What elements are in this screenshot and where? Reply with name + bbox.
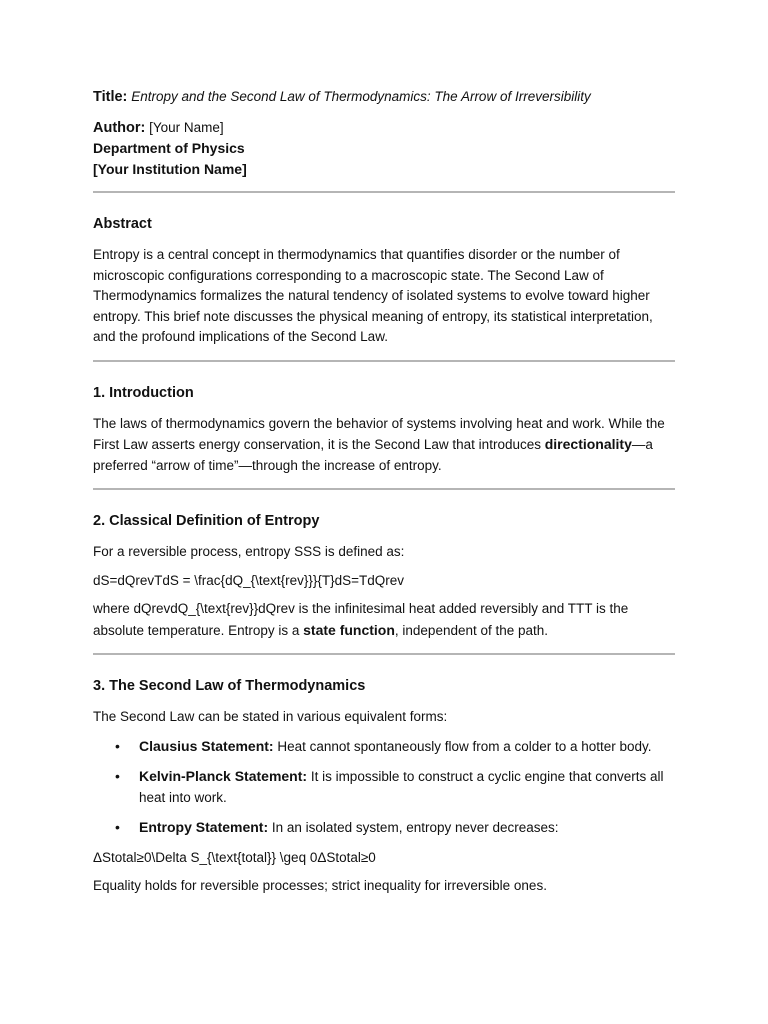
divider [93, 191, 675, 193]
statement-text: In an isolated system, entropy never decreases: [268, 820, 559, 835]
entropy-inequality-formula: ΔStotal≥0\Delta S_{\text{total}} \geq 0ΔStotal≥0 [93, 849, 376, 865]
title-label: Title: [93, 89, 128, 105]
divider [93, 360, 675, 362]
abstract-text: Entropy is a central concept in thermodynamics that quantifies disorder or the number of microscopic configurations corresponding to a macroscopic state. The Second Law of Thermodynamics formalizes the natural tendency of isolated systems to evolve toward higher entropy. This brief note discusses the physical meaning of entropy, its statistical interpretation, and the profound implications of the Second Law. [93, 247, 653, 344]
author-name: [Your Name] [149, 119, 224, 135]
divider [93, 488, 675, 490]
author-label: Author: [93, 119, 146, 136]
statement-text: Heat cannot spontaneously flow from a colder to a hotter body. [273, 738, 652, 754]
introduction-heading: 1. Introduction [93, 384, 194, 401]
second-law-heading: 3. The Second Law of Thermodynamics [93, 678, 366, 694]
intro-text-end: —a preferred “arrow of time”—through the increase of entropy. [93, 437, 653, 473]
bullet-icon: • [115, 737, 120, 754]
list-item [115, 817, 675, 839]
classical-heading: 2. Classical Definition of Entropy [93, 513, 320, 529]
statement-label: Kelvin-Planck Statement: [139, 768, 308, 784]
introduction-text [93, 414, 675, 477]
statement-label: Entropy Statement: [139, 819, 269, 835]
author-line [93, 118, 675, 139]
intro-text-start: The laws of thermodynamics govern the behavior of systems involving heat and work. While the First Law asserts energy conservation, it is the Second Law that introduces [93, 415, 665, 452]
department: Department of Physics [93, 140, 245, 156]
bullet-icon: • [115, 768, 120, 784]
entropy-formula: dS=dQrevTdS = \frac{dQ_{\text{rev}}}{T}dS=TdQrev [93, 572, 405, 588]
bullet-icon: • [115, 819, 120, 835]
list-item [115, 766, 675, 808]
list-item [115, 736, 675, 758]
classical-explanation [93, 599, 675, 641]
classical-bold-term: state function [303, 621, 395, 638]
second-law-closing: Equality holds for reversible processes; strict inequality for irreversible ones. [93, 878, 547, 893]
classical-text-end: , independent of the path. [394, 622, 549, 638]
statement-label: Clausius Statement: [139, 737, 274, 754]
document-body [93, 86, 675, 897]
title-line [93, 86, 675, 108]
abstract-heading: Abstract [93, 216, 152, 232]
statements-list [93, 736, 675, 839]
divider [93, 653, 675, 655]
classical-intro: For a reversible process, entropy SSS is defined as: [93, 544, 405, 559]
statement-text: It is impossible to construct a cyclic engine that converts all heat into work. [139, 769, 664, 805]
intro-bold-term: directionality [544, 436, 632, 452]
classical-text-start: where dQrevdQ_{\text{rev}}dQrev is the infinitesimal heat added reversibly and TTT is the absolute temperature. Entropy is a [93, 601, 629, 638]
second-law-intro: The Second Law can be stated in various equivalent forms: [93, 709, 448, 724]
document-title: Entropy and the Second Law of Thermodynamics: The Arrow of Irreversibility [131, 89, 591, 104]
institution: [Your Institution Name] [93, 160, 247, 177]
